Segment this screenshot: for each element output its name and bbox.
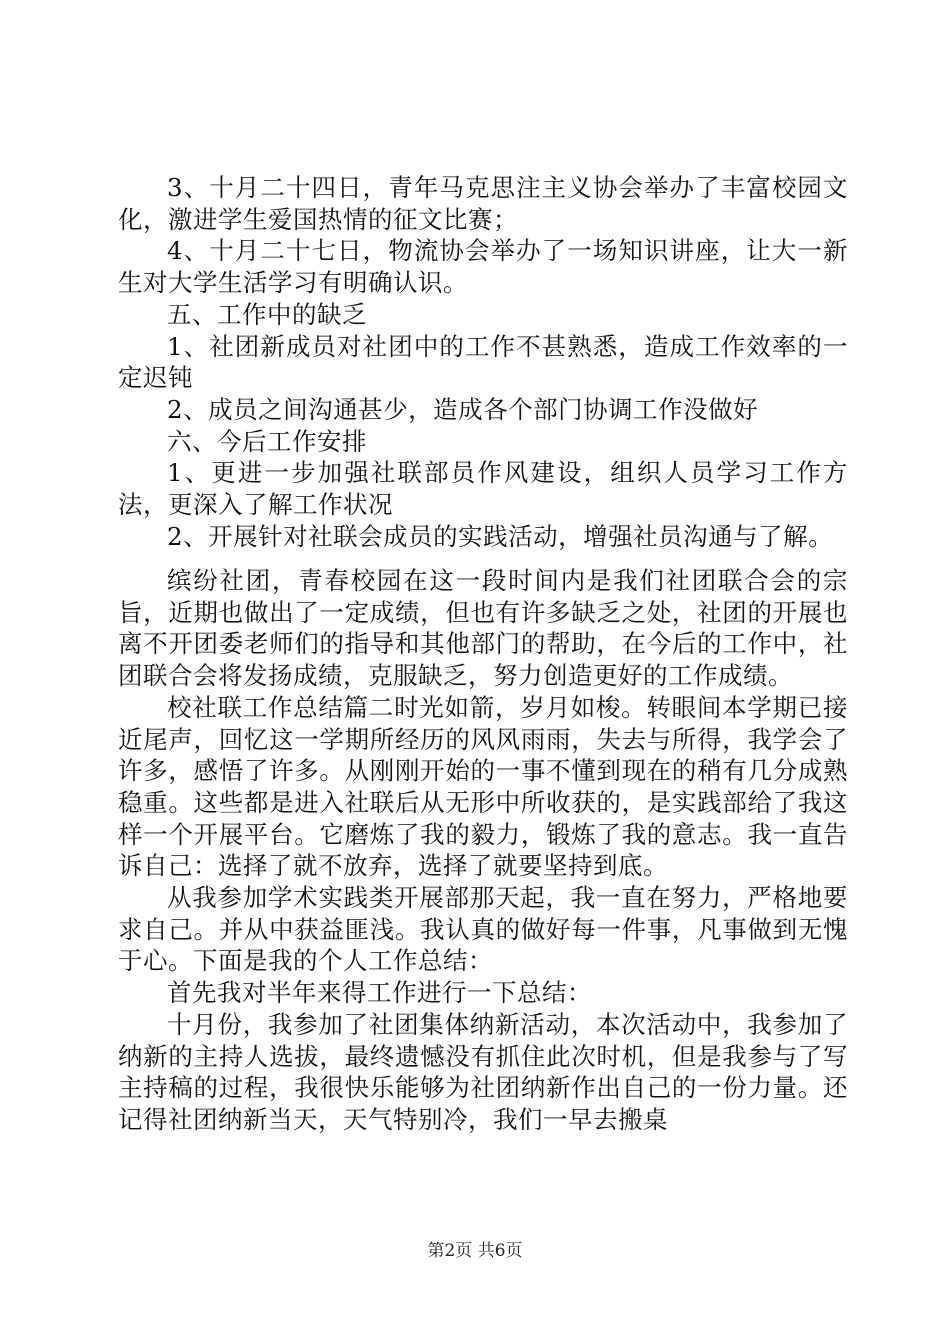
paragraph-item-4: 4、十月二十七日，物流协会举办了一场知识讲座，让大一新生对大学生活学习有明确认识。 [118, 236, 848, 298]
page-number-footer: 第2页 共6页 [427, 1241, 523, 1261]
paragraph-plan-2: 2、开展针对社联会成员的实践活动，增强社员沟通与了解。 [167, 521, 834, 551]
paragraph-summary-part-two: 校社联工作总结篇二时光如箭，岁月如梭。转眼间本学期已接近尾声，回忆这一学期所经历的风风雨雨，失去与所得，我学会了许多，感悟了许多。从刚刚开始的一事不懂到现在的稍有几分成熟稳重。这些都是进入社联后从无形中所收获的，是实践部给了我这样一个开展平台。它磨炼了我的毅力，锻炼了我的意志。我一直告诉自己：选择了就不放弃，选择了就要坚持到底。 [118, 692, 848, 881]
text-block-lower [118, 565, 848, 1136]
paragraph-shortcoming-2: 2、成员之间沟通甚少，造成各个部门协调工作没做好 [167, 394, 759, 424]
section-heading-future-plans: 六、今后工作安排 [167, 426, 367, 456]
paragraph-joining: 从我参加学术实践类开展部那天起，我一直在努力，严格地要求自己。并从中获益匪浅。我认真的做好每一件事，凡事做到无愧于心。下面是我的个人工作总结： [118, 883, 848, 976]
paragraph-shortcoming-1: 1、社团新成员对社团中的工作不甚熟悉，造成工作效率的一定迟钝 [118, 331, 848, 393]
section-heading-shortcomings: 五、工作中的缺乏 [167, 299, 367, 329]
paragraph-item-3: 3、十月二十四日，青年马克思注主义协会举办了丰富校园文化，激进学生爱国热情的征文比赛； [118, 173, 848, 234]
paragraph-october: 十月份，我参加了社团集体纳新活动，本次活动中，我参加了纳新的主持人选拔，最终遗憾没有抓住此次时机，但是我参与了写主持稿的过程，我很快乐能够为社团纳新作出自己的一份力量。还记得社团纳新当天，天气特别冷，我们一早去搬桌 [118, 1009, 848, 1134]
paragraph-intro-summary: 首先我对半年来得工作进行一下总结： [167, 978, 592, 1008]
paragraph-plan-1: 1、更进一步加强社联部员作风建设，组织人员学习工作方法，更深入了解工作状况 [118, 458, 848, 520]
paragraph-conclusion: 缤纷社团，青春校园在这一段时间内是我们社团联合会的宗旨，近期也做出了一定成绩，但也有许多缺乏之处，社团的开展也离不开团委老师们的指导和其他部门的帮助，在今后的工作中，社团联合会将发扬成绩，克服缺乏，努力创造更好的工作成绩。 [118, 566, 848, 691]
text-block-upper [118, 172, 848, 552]
